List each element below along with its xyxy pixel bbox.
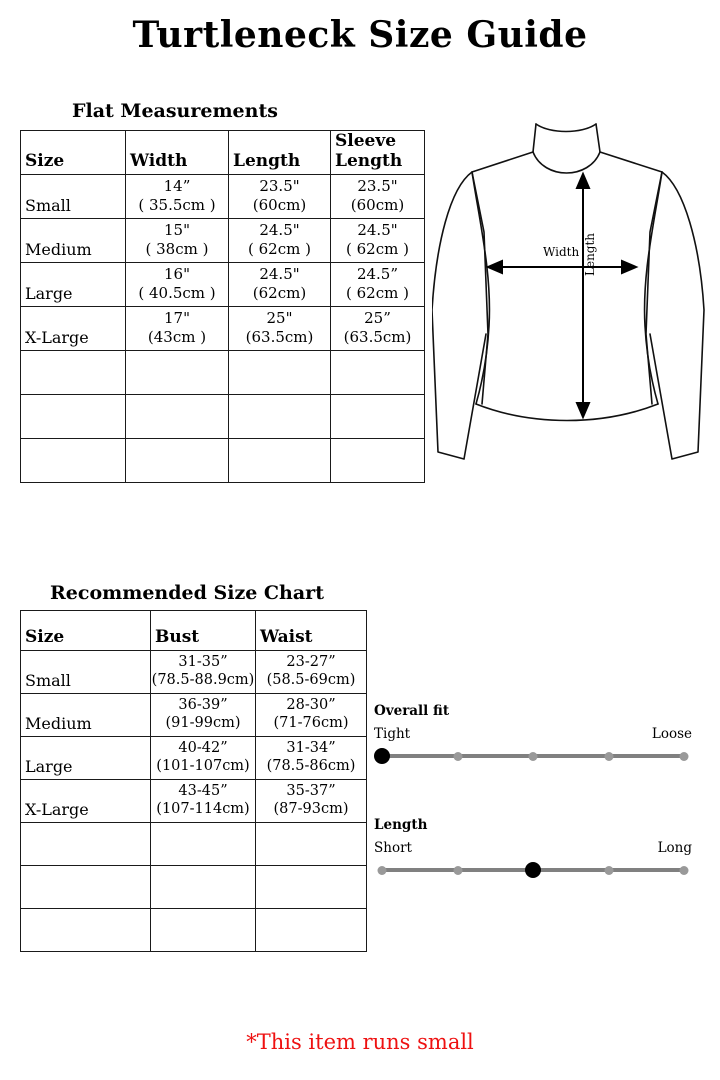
cell-size: Large [21,263,126,307]
overall-fit-slider-dot-1[interactable] [374,748,390,764]
column-header-length: Length [229,131,331,175]
cell-waist: 23-27” (58.5-69cm) [256,651,367,694]
cell-bust: 40-42” (101-107cm) [151,737,256,780]
length-slider-track[interactable] [374,862,692,878]
length-slider-dot-3[interactable] [525,862,541,878]
length-dimension-label: Length [583,232,597,276]
cell-waist: 31-34” (78.5-86cm) [256,737,367,780]
length-slider-title: Length [374,817,428,833]
length-slider[interactable] [374,817,692,878]
cell-width: 14” ( 35.5cm ) [126,175,229,219]
cell-empty [151,866,256,909]
length-slider-dot-5[interactable] [680,866,689,875]
table-row-empty [21,439,425,483]
cell-bust: 36-39” (91-99cm) [151,694,256,737]
length-right-label: Long [657,840,692,856]
table-header-row [21,611,367,651]
cell-empty [21,909,151,952]
cell-empty [229,351,331,395]
cell-empty [256,866,367,909]
cell-empty [331,439,425,483]
cell-bust: 31-35” (78.5-88.9cm) [151,651,256,694]
table-row-empty [21,866,367,909]
table-row [21,175,425,219]
cell-empty [331,351,425,395]
cell-size: Medium [21,694,151,737]
column-header-size: Size [21,131,126,175]
cell-waist: 28-30” (71-76cm) [256,694,367,737]
cell-empty [126,439,229,483]
table-row-empty [21,351,425,395]
cell-empty [21,351,126,395]
overall-fit-left-label: Tight [374,726,411,742]
cell-width: 16" ( 40.5cm ) [126,263,229,307]
cell-size: X-Large [21,780,151,823]
column-header-width: Width [126,131,229,175]
overall-fit-slider-dot-4[interactable] [604,752,613,761]
cell-empty [256,909,367,952]
recommended-size-chart-table [20,610,367,952]
overall-fit-slider[interactable] [374,703,692,764]
cell-length: 23.5" (60cm) [229,175,331,219]
cell-bust: 43-45” (107-114cm) [151,780,256,823]
length-slider-endpoints [374,840,692,856]
cell-empty [256,823,367,866]
cell-sleeve-length: 23.5" (60cm) [331,175,425,219]
page-title: Turtleneck Size Guide [132,14,588,56]
width-arrow [488,261,636,273]
cell-empty [151,909,256,952]
table-row [21,219,425,263]
cell-waist: 35-37” (87-93cm) [256,780,367,823]
runs-small-footnote: *This item runs small [246,1030,474,1054]
cell-length: 24.5" (62cm) [229,263,331,307]
table-row [21,651,367,694]
cell-size: Small [21,651,151,694]
length-slider-dot-2[interactable] [453,866,462,875]
table-row [21,780,367,823]
table-row-empty [21,909,367,952]
table-row-empty [21,823,367,866]
overall-fit-slider-dot-5[interactable] [680,752,689,761]
cell-empty [21,823,151,866]
recommended-size-chart-caption: Recommended Size Chart [50,582,324,604]
overall-fit-right-label: Loose [651,726,692,742]
overall-fit-slider-title: Overall fit [374,703,450,719]
cell-length: 25" (63.5cm) [229,307,331,351]
flat-measurements-table [20,130,425,483]
column-header-waist: Waist [256,611,367,651]
cell-empty [151,823,256,866]
table-row [21,307,425,351]
table-row [21,737,367,780]
cell-size: Large [21,737,151,780]
cell-sleeve-length: 24.5" ( 62cm ) [331,219,425,263]
overall-fit-slider-endpoints [374,726,692,742]
column-header-bust: Bust [151,611,256,651]
cell-empty [229,395,331,439]
table-row-empty [21,395,425,439]
table-header-row [21,131,425,175]
cell-empty [21,439,126,483]
cell-empty [126,351,229,395]
cell-size: Medium [21,219,126,263]
table-row [21,263,425,307]
cell-sleeve-length: 25” (63.5cm) [331,307,425,351]
cell-empty [331,395,425,439]
overall-fit-slider-track[interactable] [374,748,692,764]
turtleneck-illustration [432,104,718,480]
cell-sleeve-length: 24.5” ( 62cm ) [331,263,425,307]
cell-empty [21,395,126,439]
length-arrow [577,174,589,417]
cell-width: 17" (43cm ) [126,307,229,351]
cell-empty [126,395,229,439]
cell-empty [21,866,151,909]
cell-length: 24.5" ( 62cm ) [229,219,331,263]
cell-width: 15" ( 38cm ) [126,219,229,263]
column-header-size: Size [21,611,151,651]
table-row [21,694,367,737]
cell-empty [229,439,331,483]
cell-size: Small [21,175,126,219]
flat-measurements-caption: Flat Measurements [72,100,278,122]
overall-fit-slider-dot-3[interactable] [529,752,538,761]
cell-size: X-Large [21,307,126,351]
column-header-sleeve-length: Sleeve Length [331,131,425,175]
width-dimension-label: Width [543,245,580,259]
length-slider-dot-1[interactable] [378,866,387,875]
length-left-label: Short [374,840,412,856]
length-slider-dot-4[interactable] [604,866,613,875]
overall-fit-slider-dot-2[interactable] [453,752,462,761]
